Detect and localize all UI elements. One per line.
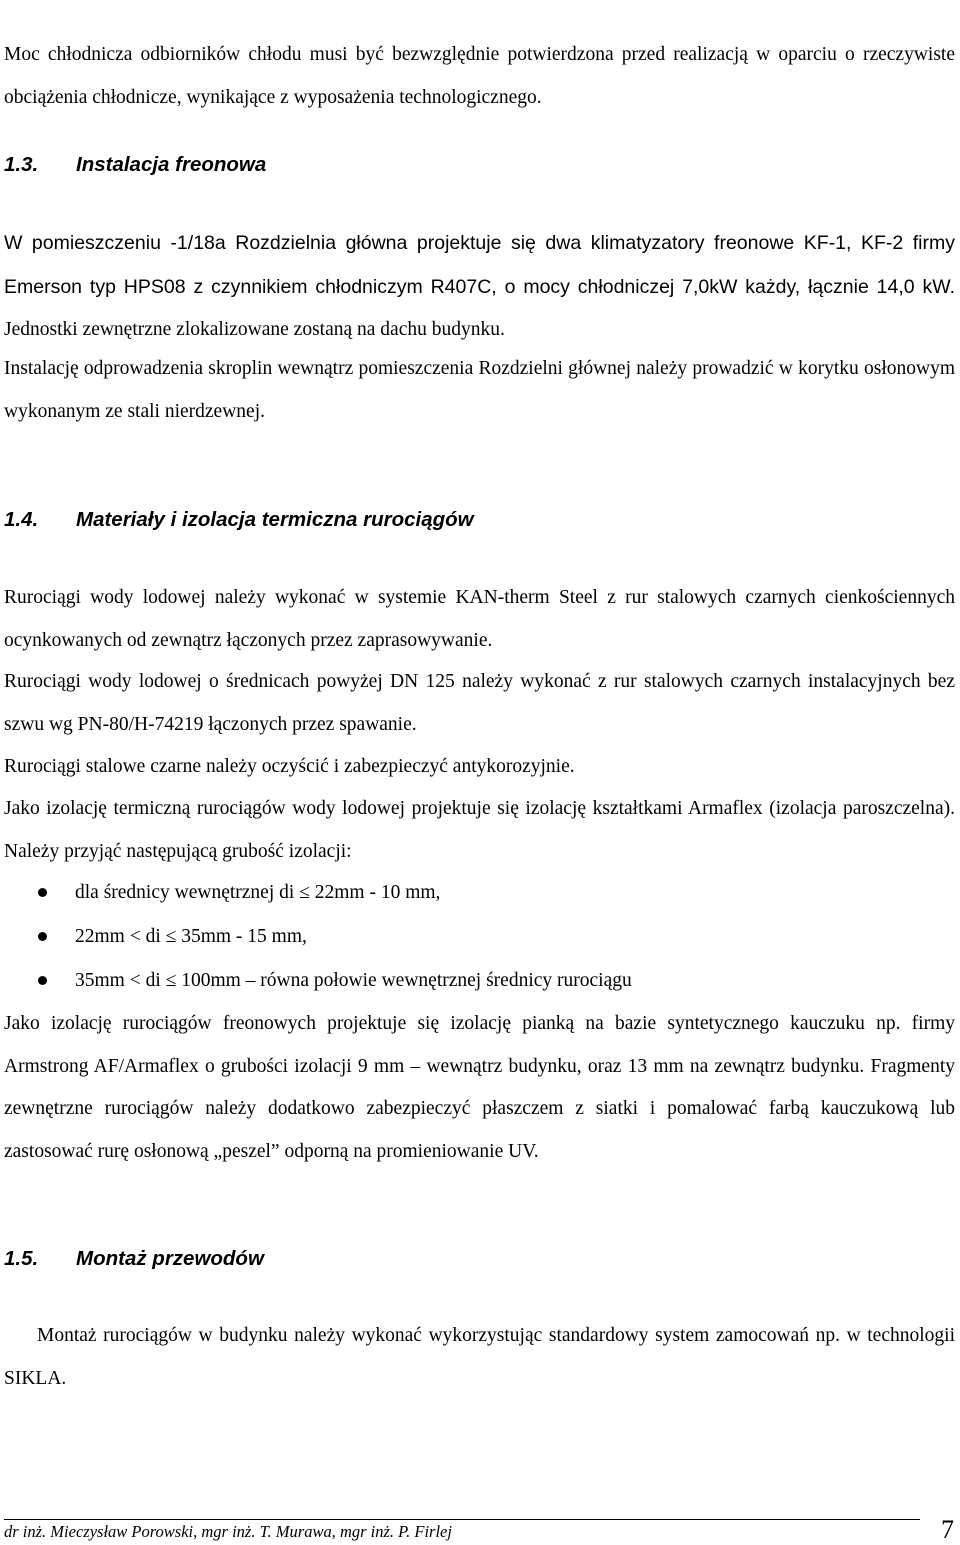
list-item: 35mm < di ≤ 100mm – równa połowie wewnętrznej średnicy rurociągu <box>4 959 955 1003</box>
freon-paragraph-1 <box>4 222 955 352</box>
bullet-icon <box>38 932 47 941</box>
freon-paragraph-1-sans: W pomieszczeniu -1/18a Rozdzielnia główna projektuje się dwa klimatyzatory freonowe KF-1, KF-2 firmy Emerson typ HPS08 z czynnikiem chłodniczym R407C, o mocy chłodniczej 7,0kW każdy, łącznie 14,0 kW. <box>4 232 955 298</box>
intro-paragraph: Moc chłodnicza odbiorników chłodu musi być bezwzględnie potwierdzona przed realizacją w oparciu o rzeczywiste obciążenia chłodnicze, wynikające z wyposażenia technologicznego. <box>4 44 955 108</box>
freon-paragraph-1-serif: Jednostki zewnętrzne zlokalizowane zostaną na dachu budynku. <box>4 319 505 340</box>
materials-paragraph-1: Rurociągi wody lodowej należy wykonać w systemie KAN-therm Steel z rur stalowych czarnych cienkościennych ocynkowanych od zewnątrz łączonych przez zaprasowywanie. <box>4 587 955 651</box>
section-heading-1-3 <box>4 151 266 179</box>
bullet-icon <box>38 888 47 897</box>
materials-paragraph-2: Rurociągi wody lodowej o średnicach powyżej DN 125 należy wykonać z rur stalowych czarnych instalacyjnych bez szwu wg PN-80/H-74219 łączonych przez spawanie. <box>4 671 955 735</box>
section-number: 1.5. <box>4 1247 39 1270</box>
section-title: Montaż przewodów <box>76 1247 264 1270</box>
materials-paragraph-4: Jako izolację termiczną rurociągów wody lodowej projektuje się izolację kształtkami Armaflex (izolacja paroszczelna). Należy przyjąć następującą grubość izolacji: <box>4 798 955 862</box>
section-heading-1-4 <box>4 506 474 534</box>
list-item: dla średnicy wewnętrznej di ≤ 22mm - 10 mm, <box>4 871 955 915</box>
list-item: 22mm < di ≤ 35mm - 15 mm, <box>4 915 955 959</box>
section-heading-1-5 <box>4 1245 264 1273</box>
section-number: 1.4. <box>4 508 39 531</box>
footer-divider <box>4 1519 920 1520</box>
insulation-thickness-list <box>4 871 955 1003</box>
mounting-paragraph: Montaż rurociągów w budynku należy wykonać wykorzystując standardowy system zamocowań np. w technologii SIKLA. <box>4 1325 955 1389</box>
section-number: 1.3. <box>4 153 39 176</box>
section-title: Materiały i izolacja termiczna rurociągów <box>76 508 474 531</box>
footer-authors: dr inż. Mieczysław Porowski, mgr inż. T. Murawa, mgr inż. P. Firlej <box>4 1522 452 1541</box>
freon-paragraph-2: Instalację odprowadzenia skroplin wewnątrz pomieszczenia Rozdzielni głównej należy prowadzić w korytku osłonowym wykonanym ze stali nierdzewnej. <box>4 358 955 422</box>
section-title: Instalacja freonowa <box>76 153 267 176</box>
bullet-icon <box>38 976 47 985</box>
page-number: 7 <box>941 1515 954 1544</box>
materials-paragraph-3: Rurociągi stalowe czarne należy oczyścić i zabezpieczyć antykorozyjnie. <box>4 756 575 777</box>
materials-paragraph-5: Jako izolację rurociągów freonowych projektuje się izolację pianką na bazie syntetycznego kauczuku np. firmy Armstrong AF/Armaflex o grubości izolacji 9 mm – wewnątrz budynku, oraz 13 mm na zewnątrz budynku. Fragmenty zewnętrzne rurociągów należy dodatkowo zabezpieczyć płaszczem z siatki i pomalować farbą kauczukową lub zastosować rurę osłonową „peszel” odporną na promieniowanie UV. <box>4 1013 955 1162</box>
